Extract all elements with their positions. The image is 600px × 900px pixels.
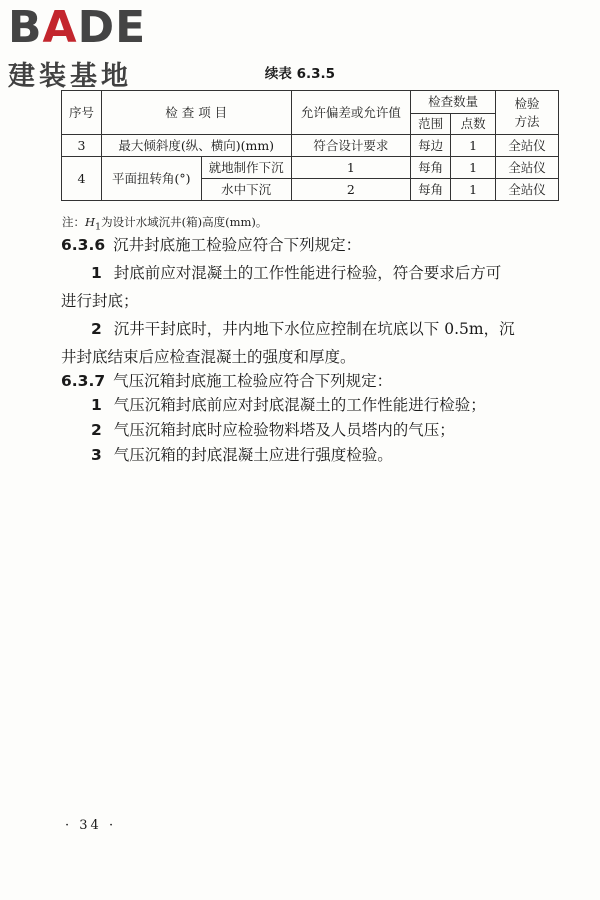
- note-symbol: H: [85, 215, 96, 229]
- cell-method: 全站仪: [496, 135, 559, 157]
- logo-letter: B: [8, 2, 43, 53]
- cell-points: 1: [451, 179, 496, 201]
- cell-range: 每角: [411, 179, 451, 201]
- clause-title: 沉井封底施工检验应符合下列规定：: [113, 236, 362, 254]
- logo-letter: A: [42, 2, 78, 53]
- clause-item: [61, 418, 561, 442]
- item-text: 沉井干封底时，井内地下水位应控制在坑底以下 0.5m，沉: [113, 320, 515, 338]
- cell-range: 每边: [411, 135, 451, 157]
- item-number: 2: [91, 421, 102, 439]
- cell-tolerance: 1: [291, 157, 411, 179]
- header-points: 点数: [451, 114, 496, 135]
- table-row: [62, 135, 559, 157]
- page-number: · 34 ·: [65, 818, 117, 833]
- note-prefix: 注：: [62, 215, 85, 229]
- clause-number: 6.3.7: [61, 372, 106, 390]
- item-number: 2: [91, 320, 102, 338]
- header-quantity: 检查数量: [411, 91, 496, 114]
- item-text: 封底前应对混凝土的工作性能进行检验，符合要求后方可: [113, 264, 502, 282]
- inspection-table: [61, 90, 559, 201]
- cell-method: 全站仪: [496, 179, 559, 201]
- header-range: 范围: [411, 114, 451, 135]
- logo-letter: E: [115, 2, 147, 53]
- header-tolerance: 允许偏差或允许值: [291, 91, 411, 135]
- header-method: [496, 91, 559, 135]
- table-header-row: [62, 91, 559, 114]
- clause-item: [61, 443, 561, 467]
- cell-tolerance: 符合设计要求: [291, 135, 411, 157]
- cell-item: 平面扭转角(°): [101, 157, 201, 201]
- item-number: 3: [91, 446, 102, 464]
- table-note: [62, 214, 267, 232]
- table-row: [62, 157, 559, 179]
- cell-method: 全站仪: [496, 157, 559, 179]
- cell-points: 1: [451, 135, 496, 157]
- header-seq: 序号: [62, 91, 102, 135]
- header-method-line2: 方法: [514, 113, 540, 129]
- cell-seq: 3: [62, 135, 102, 157]
- cell-item: 最大倾斜度(纵、横向)(mm): [101, 135, 291, 157]
- clause-number: 6.3.6: [61, 236, 106, 254]
- header-method-line1: 检验: [514, 95, 540, 111]
- clause-item: [61, 393, 561, 417]
- cell-subitem: 水中下沉: [201, 179, 291, 201]
- item-text: 气压沉箱封底前应对封底混凝土的工作性能进行检验；: [113, 396, 486, 414]
- cell-points: 1: [451, 157, 496, 179]
- clause-heading: [61, 369, 561, 393]
- logo-wordmark: [8, 4, 178, 52]
- header-item: 检 查 项 目: [101, 91, 291, 135]
- item-number: 1: [91, 264, 102, 282]
- note-text: 为设计水域沉井(箱)高度(mm)。: [101, 215, 268, 229]
- table-title: 续表 6.3.5: [264, 66, 336, 82]
- note-subscript: 1: [95, 221, 102, 233]
- clause-item: [61, 261, 561, 285]
- cell-subitem: 就地制作下沉: [201, 157, 291, 179]
- logo-latin: [8, 4, 146, 52]
- item-text: 气压沉箱的封底混凝土应进行强度检验。: [113, 446, 393, 464]
- clause-item-continued: 井封底结束后应检查混凝土的强度和厚度。: [61, 348, 356, 366]
- clause-item: [61, 317, 561, 341]
- clause-title: 气压沉箱封底施工检验应符合下列规定：: [113, 372, 393, 390]
- logo-chinese: 建装基地: [8, 61, 132, 92]
- item-text: 气压沉箱封底时应检验物料塔及人员塔内的气压；: [113, 421, 455, 439]
- item-number: 1: [91, 396, 102, 414]
- logo-letter: D: [77, 2, 116, 53]
- clause-item-continued: 进行封底；: [61, 292, 139, 310]
- cell-range: 每角: [411, 157, 451, 179]
- cell-seq: 4: [62, 157, 102, 201]
- cell-tolerance: 2: [291, 179, 411, 201]
- clause-heading: [61, 233, 561, 257]
